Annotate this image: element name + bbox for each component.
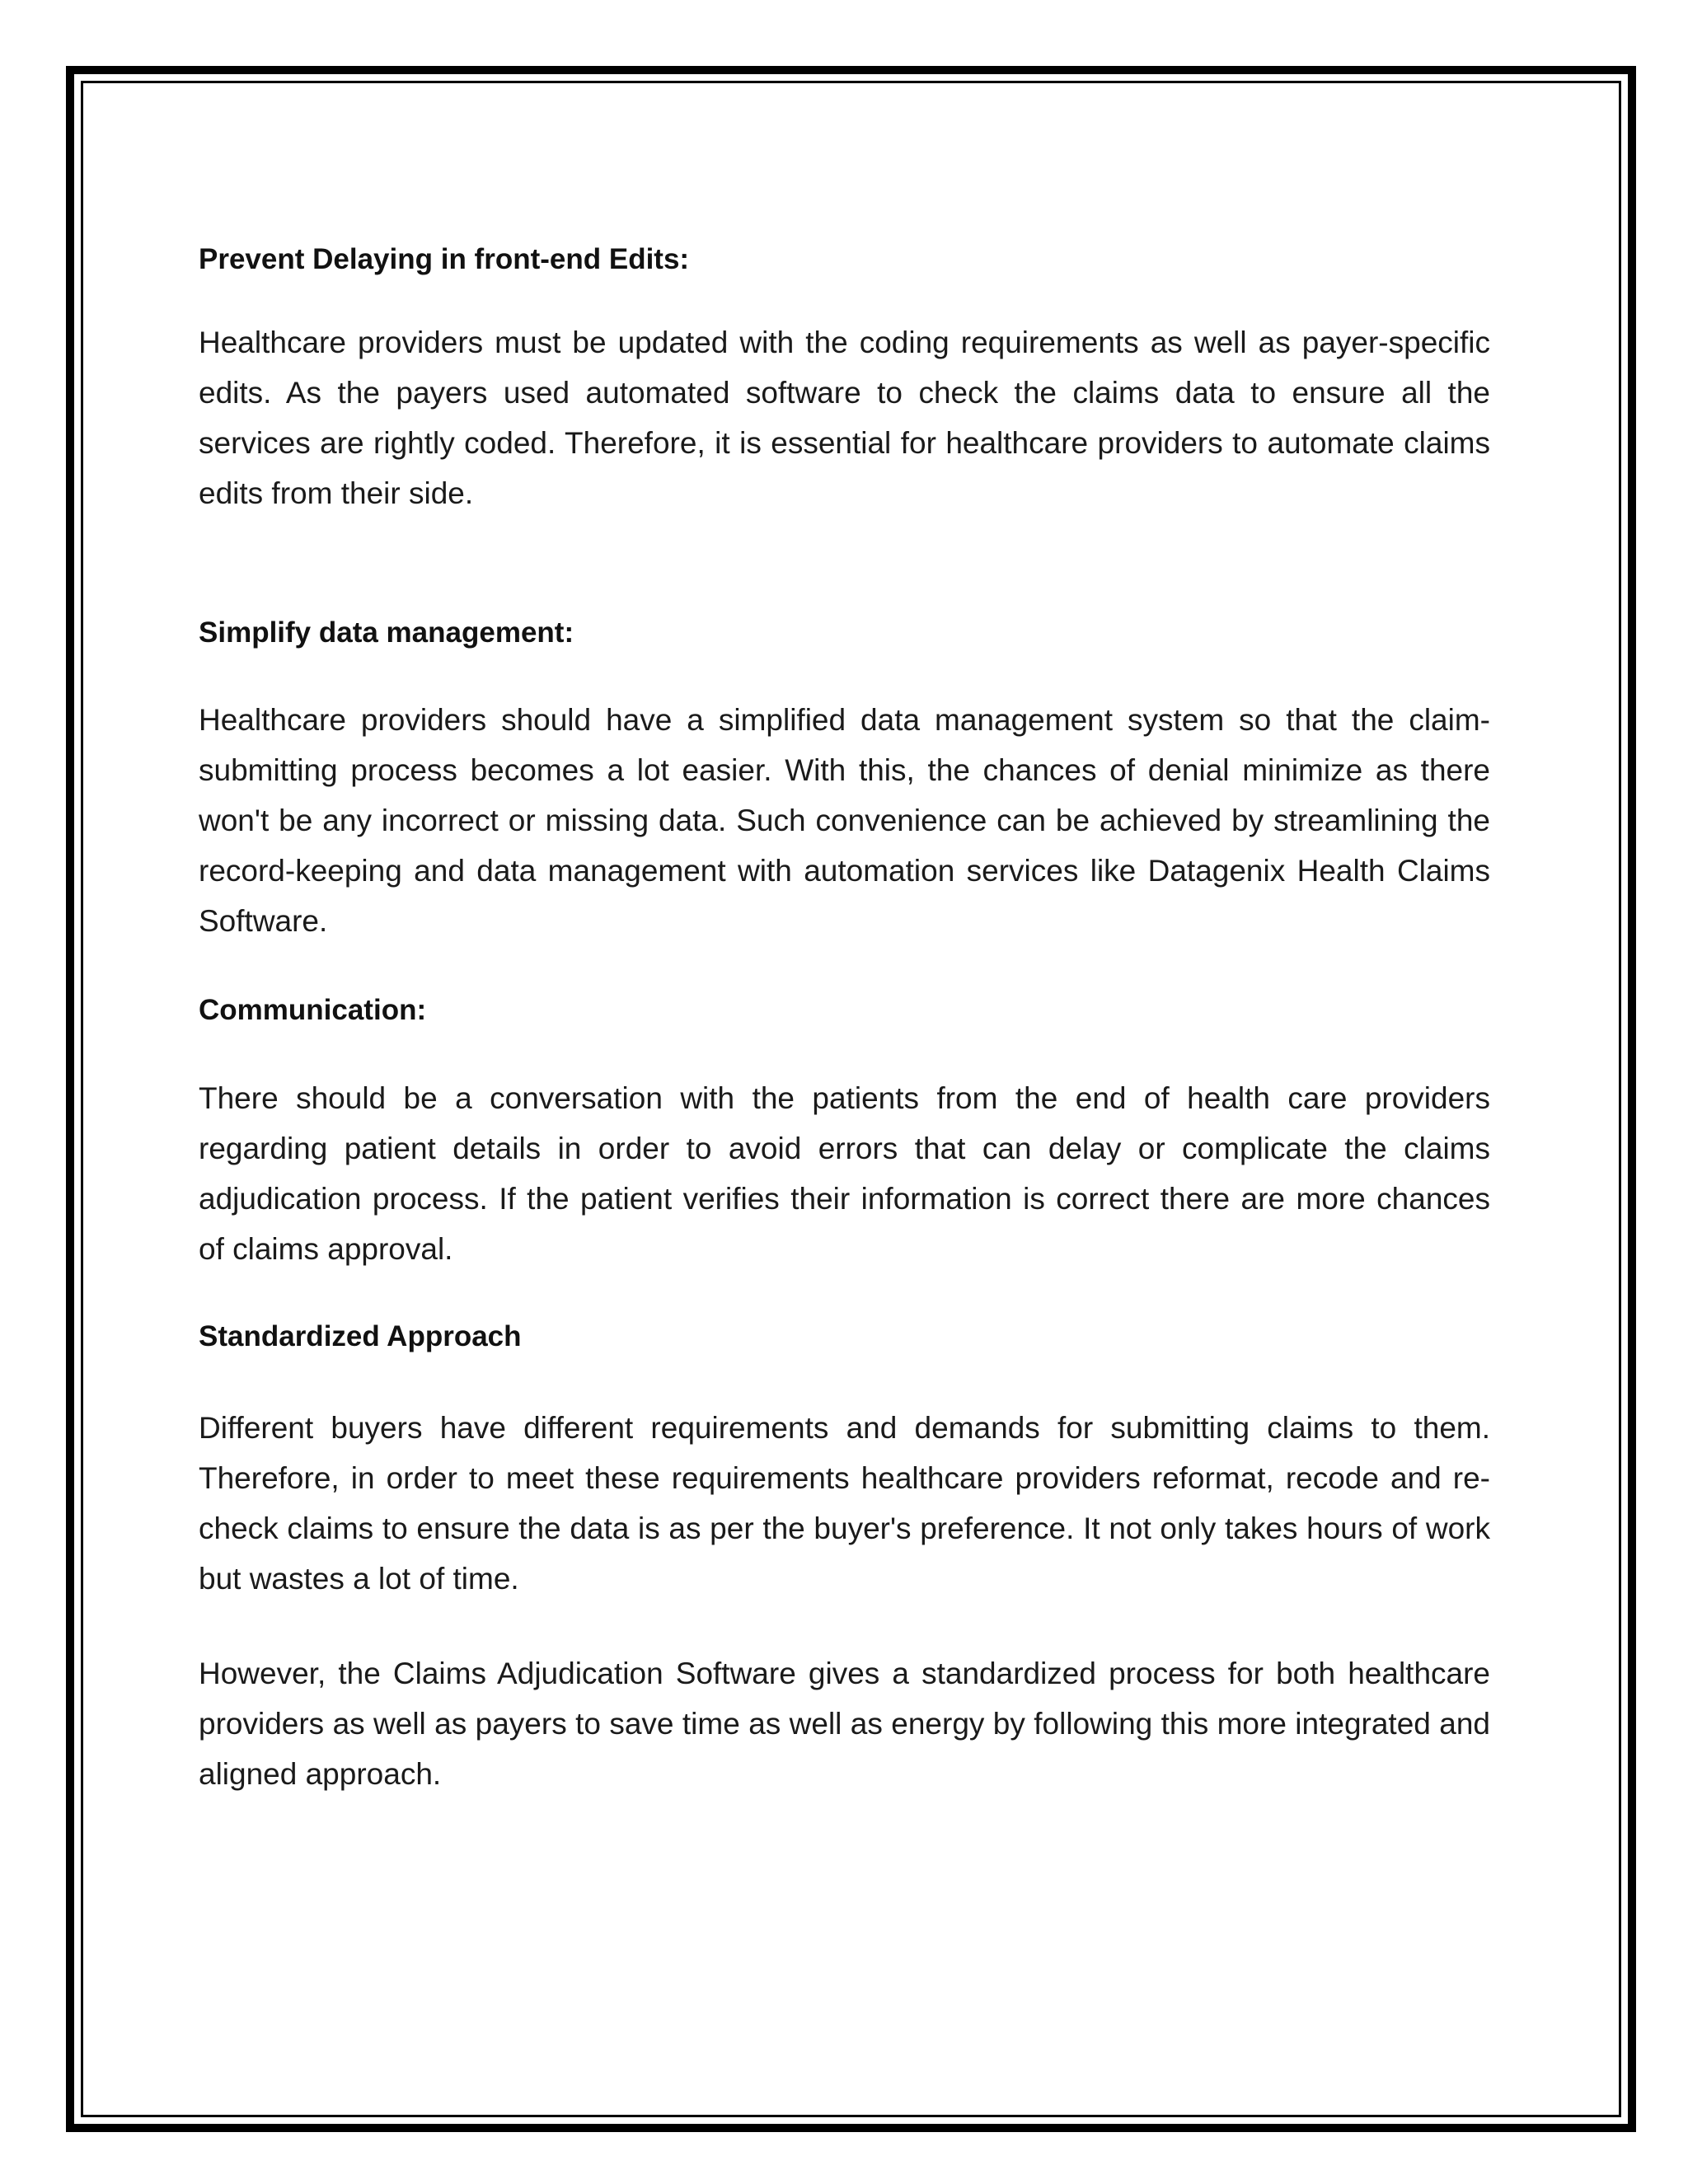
section-paragraph: Healthcare providers should have a simplified data management system so that the claim- submitting process becomes a lot easier. With this, the chances of denial minimize as there won't be any incorrect or missing data. Such convenience can be achieved by streamlining the record-keeping and data management with automation services like Datagenix Health Claims Software. bbox=[199, 703, 1490, 938]
section-standardized-approach bbox=[199, 1312, 1490, 1799]
section-paragraph: There should be a conversation with the patients from the end of health care providers regarding patient details in order to avoid errors that can delay or complicate the claims adjudication process. If the patient verifies their information is correct there are more chances of claims approval. bbox=[199, 1081, 1490, 1266]
section-heading: Standardized Approach bbox=[199, 1320, 522, 1352]
section-heading: Communication: bbox=[199, 994, 427, 1026]
section-paragraph: Different buyers have different requirements and demands for submitting claims to them. Therefore, in order to meet these requirements healthcare providers reformat, recode and re- check claims to ensure the data is as per the buyer's preference. It not only takes hours of work but wastes a lot of time. bbox=[199, 1411, 1490, 1596]
section-communication bbox=[199, 986, 1490, 1274]
section-prevent-delaying bbox=[199, 235, 1490, 518]
document-body bbox=[199, 235, 1490, 1799]
section-paragraph: Healthcare providers must be updated with the coding requirements as well as payer-specific edits. As the payers used automated software to check the claims data to ensure all the services are rightly coded. Therefore, it is essential for healthcare providers to automate claims edits from their side. bbox=[199, 326, 1490, 510]
section-paragraph: However, the Claims Adjudication Software gives a standardized process for both healthcare providers as well as payers to save time as well as energy by following this more integrated and aligned approach. bbox=[199, 1657, 1490, 1791]
section-heading: Simplify data management: bbox=[199, 616, 574, 649]
section-heading: Prevent Delaying in front-end Edits: bbox=[199, 243, 690, 275]
section-simplify-data-management bbox=[199, 608, 1490, 946]
